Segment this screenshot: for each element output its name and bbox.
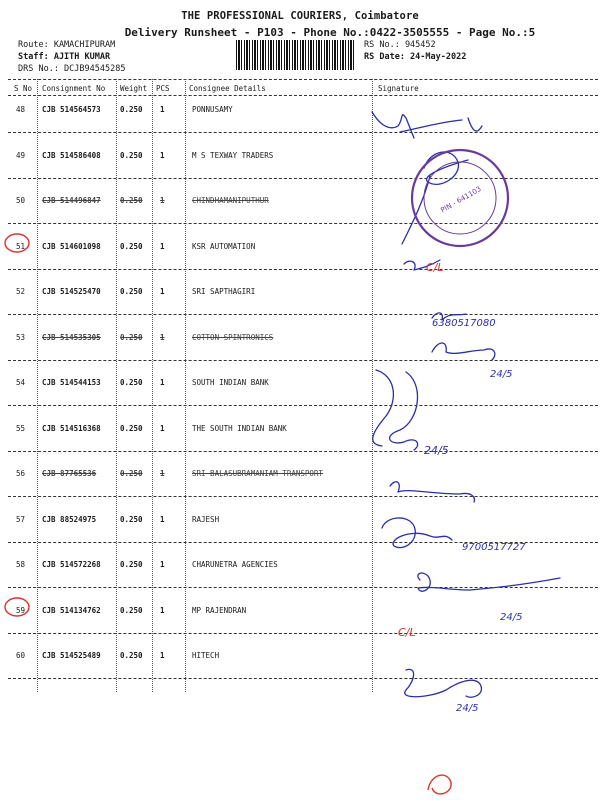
row-consignee: SRI SAPTHAGIRI xyxy=(192,287,256,296)
row-pcs: 1 xyxy=(160,242,165,251)
row-consignee: M S TEXWAY TRADERS xyxy=(192,151,274,160)
row-consignee: HITECH xyxy=(192,651,220,660)
row-sno: 58 xyxy=(16,560,26,569)
col-header-weight: Weight xyxy=(120,84,148,93)
row-pcs: 1 xyxy=(160,333,165,342)
row-consignment-no: CJB 514496847 xyxy=(42,196,101,205)
row-sno: 60 xyxy=(16,651,26,660)
row-weight: 0.250 xyxy=(120,424,143,433)
staff-label: Staff: AJITH KUMAR xyxy=(18,52,111,62)
signature-57 xyxy=(382,518,452,548)
company-stamp xyxy=(412,150,508,246)
row-sno: 59 xyxy=(16,606,26,615)
signature-48 xyxy=(372,112,482,138)
row-sno: 51 xyxy=(16,242,26,251)
row-weight: 0.250 xyxy=(120,242,143,251)
sheet-title: THE PROFESSIONAL COURIERS, Coimbatore xyxy=(181,10,419,22)
sheet-subtitle: Delivery Runsheet - P103 - Phone No.:0422-3505555 - Page No.:5 xyxy=(124,26,536,39)
row-consignee: THE SOUTH INDIAN BANK xyxy=(192,424,287,433)
row-consignment-no: CJB 514601098 xyxy=(42,242,101,251)
route-label: Route: KAMACHIPURAM xyxy=(18,40,116,50)
mark-59-text: C/L xyxy=(398,626,416,639)
row-consignment-no: CJB 514572268 xyxy=(42,560,101,569)
row-consignment-no: CJB 88524975 xyxy=(42,515,97,524)
row-pcs: 1 xyxy=(160,515,165,524)
row-sno: 52 xyxy=(16,287,26,296)
row-weight: 0.250 xyxy=(120,105,143,114)
row-weight: 0.250 xyxy=(120,515,143,524)
signature-55 xyxy=(390,372,418,450)
row-consignee: SRI BALASUBRAMANIAM TRANSPORT xyxy=(192,469,323,478)
row-pcs: 1 xyxy=(160,151,165,160)
row-pcs: 1 xyxy=(160,560,165,569)
row-consignee: KSR AUTOMATION xyxy=(192,242,256,251)
row-consignment-no: CJB 514134762 xyxy=(42,606,101,615)
row-sno: 54 xyxy=(16,378,26,387)
row-weight: 0.250 xyxy=(120,287,143,296)
row-pcs: 1 xyxy=(160,651,165,660)
row-consignee: COTTON SPINTRONICS xyxy=(192,333,274,342)
col-header-consignee: Consignee Details xyxy=(189,84,266,93)
row-weight: 0.250 xyxy=(120,469,143,478)
row-consignee: PONNUSAMY xyxy=(192,105,233,114)
row-weight: 0.250 xyxy=(120,151,143,160)
signature-58 xyxy=(418,573,560,591)
col-header-consignment: Consignment No xyxy=(42,84,106,93)
row-weight: 0.250 xyxy=(120,333,143,342)
row-pcs: 1 xyxy=(160,105,165,114)
row-weight: 0.250 xyxy=(120,651,143,660)
row-weight: 0.250 xyxy=(120,606,143,615)
mark-51-text: C/L xyxy=(426,261,444,274)
circle-mark-51 xyxy=(5,234,29,252)
signature-60 xyxy=(405,669,482,697)
signature-54-date: 24/5 xyxy=(490,369,513,380)
row-pcs: 1 xyxy=(160,606,165,615)
signature-54 xyxy=(373,343,495,446)
row-sno: 57 xyxy=(16,515,26,524)
col-header-sno: S No xyxy=(14,84,33,93)
row-weight: 0.250 xyxy=(120,378,143,387)
circle-mark-59 xyxy=(5,598,29,616)
row-consignee: CHARUNETRA AGENCIES xyxy=(192,560,278,569)
row-sno: 48 xyxy=(16,105,26,114)
rs-number: RS No.: 945452 xyxy=(364,40,436,50)
row-pcs: 1 xyxy=(160,469,165,478)
row-consignment-no: CJB 87765536 xyxy=(42,469,97,478)
col-header-signature: Signature xyxy=(378,84,419,93)
row-consignment-no: CJB 514516368 xyxy=(42,424,101,433)
row-sno: 49 xyxy=(16,151,26,160)
row-consignment-no: CJB 514535305 xyxy=(42,333,101,342)
signature-60-date: 24/5 xyxy=(456,703,479,714)
signature-58-date: 24/5 xyxy=(500,612,523,623)
row-consignee: CHINDHAMANIPUTHUR xyxy=(192,196,269,205)
row-pcs: 1 xyxy=(160,196,165,205)
rs-date: RS Date: 24-May-2022 xyxy=(364,52,467,62)
row-consignment-no: CJB 514586408 xyxy=(42,151,101,160)
row-weight: 0.250 xyxy=(120,196,143,205)
row-consignment-no: CJB 514544153 xyxy=(42,378,101,387)
signature-53-text: 6380517080 xyxy=(432,318,496,329)
row-sno: 55 xyxy=(16,424,26,433)
signature-57-text: 9700517727 xyxy=(462,542,526,553)
row-consignment-no: CJB 514564573 xyxy=(42,105,101,114)
row-pcs: 1 xyxy=(160,424,165,433)
stamp-text: PIN - 641103 xyxy=(439,184,483,215)
row-sno: 53 xyxy=(16,333,26,342)
row-consignment-no: CJB 514525489 xyxy=(42,651,101,660)
row-weight: 0.250 xyxy=(120,560,143,569)
row-pcs: 1 xyxy=(160,378,165,387)
row-sno: 50 xyxy=(16,196,26,205)
drs-number: DRS No.: DCJB94545285 xyxy=(18,64,126,74)
signature-56 xyxy=(390,482,474,502)
signature-55-date: 24/5 xyxy=(424,444,449,457)
circle-mark-bottom xyxy=(428,775,451,794)
row-pcs: 1 xyxy=(160,287,165,296)
row-consignment-no: CJB 514525470 xyxy=(42,287,101,296)
row-consignee: SOUTH INDIAN BANK xyxy=(192,378,269,387)
row-consignee: MP RAJENDRAN xyxy=(192,606,247,615)
col-header-pcs: PCS xyxy=(156,84,170,93)
row-consignee: RAJESH xyxy=(192,515,220,524)
row-sno: 56 xyxy=(16,469,26,478)
